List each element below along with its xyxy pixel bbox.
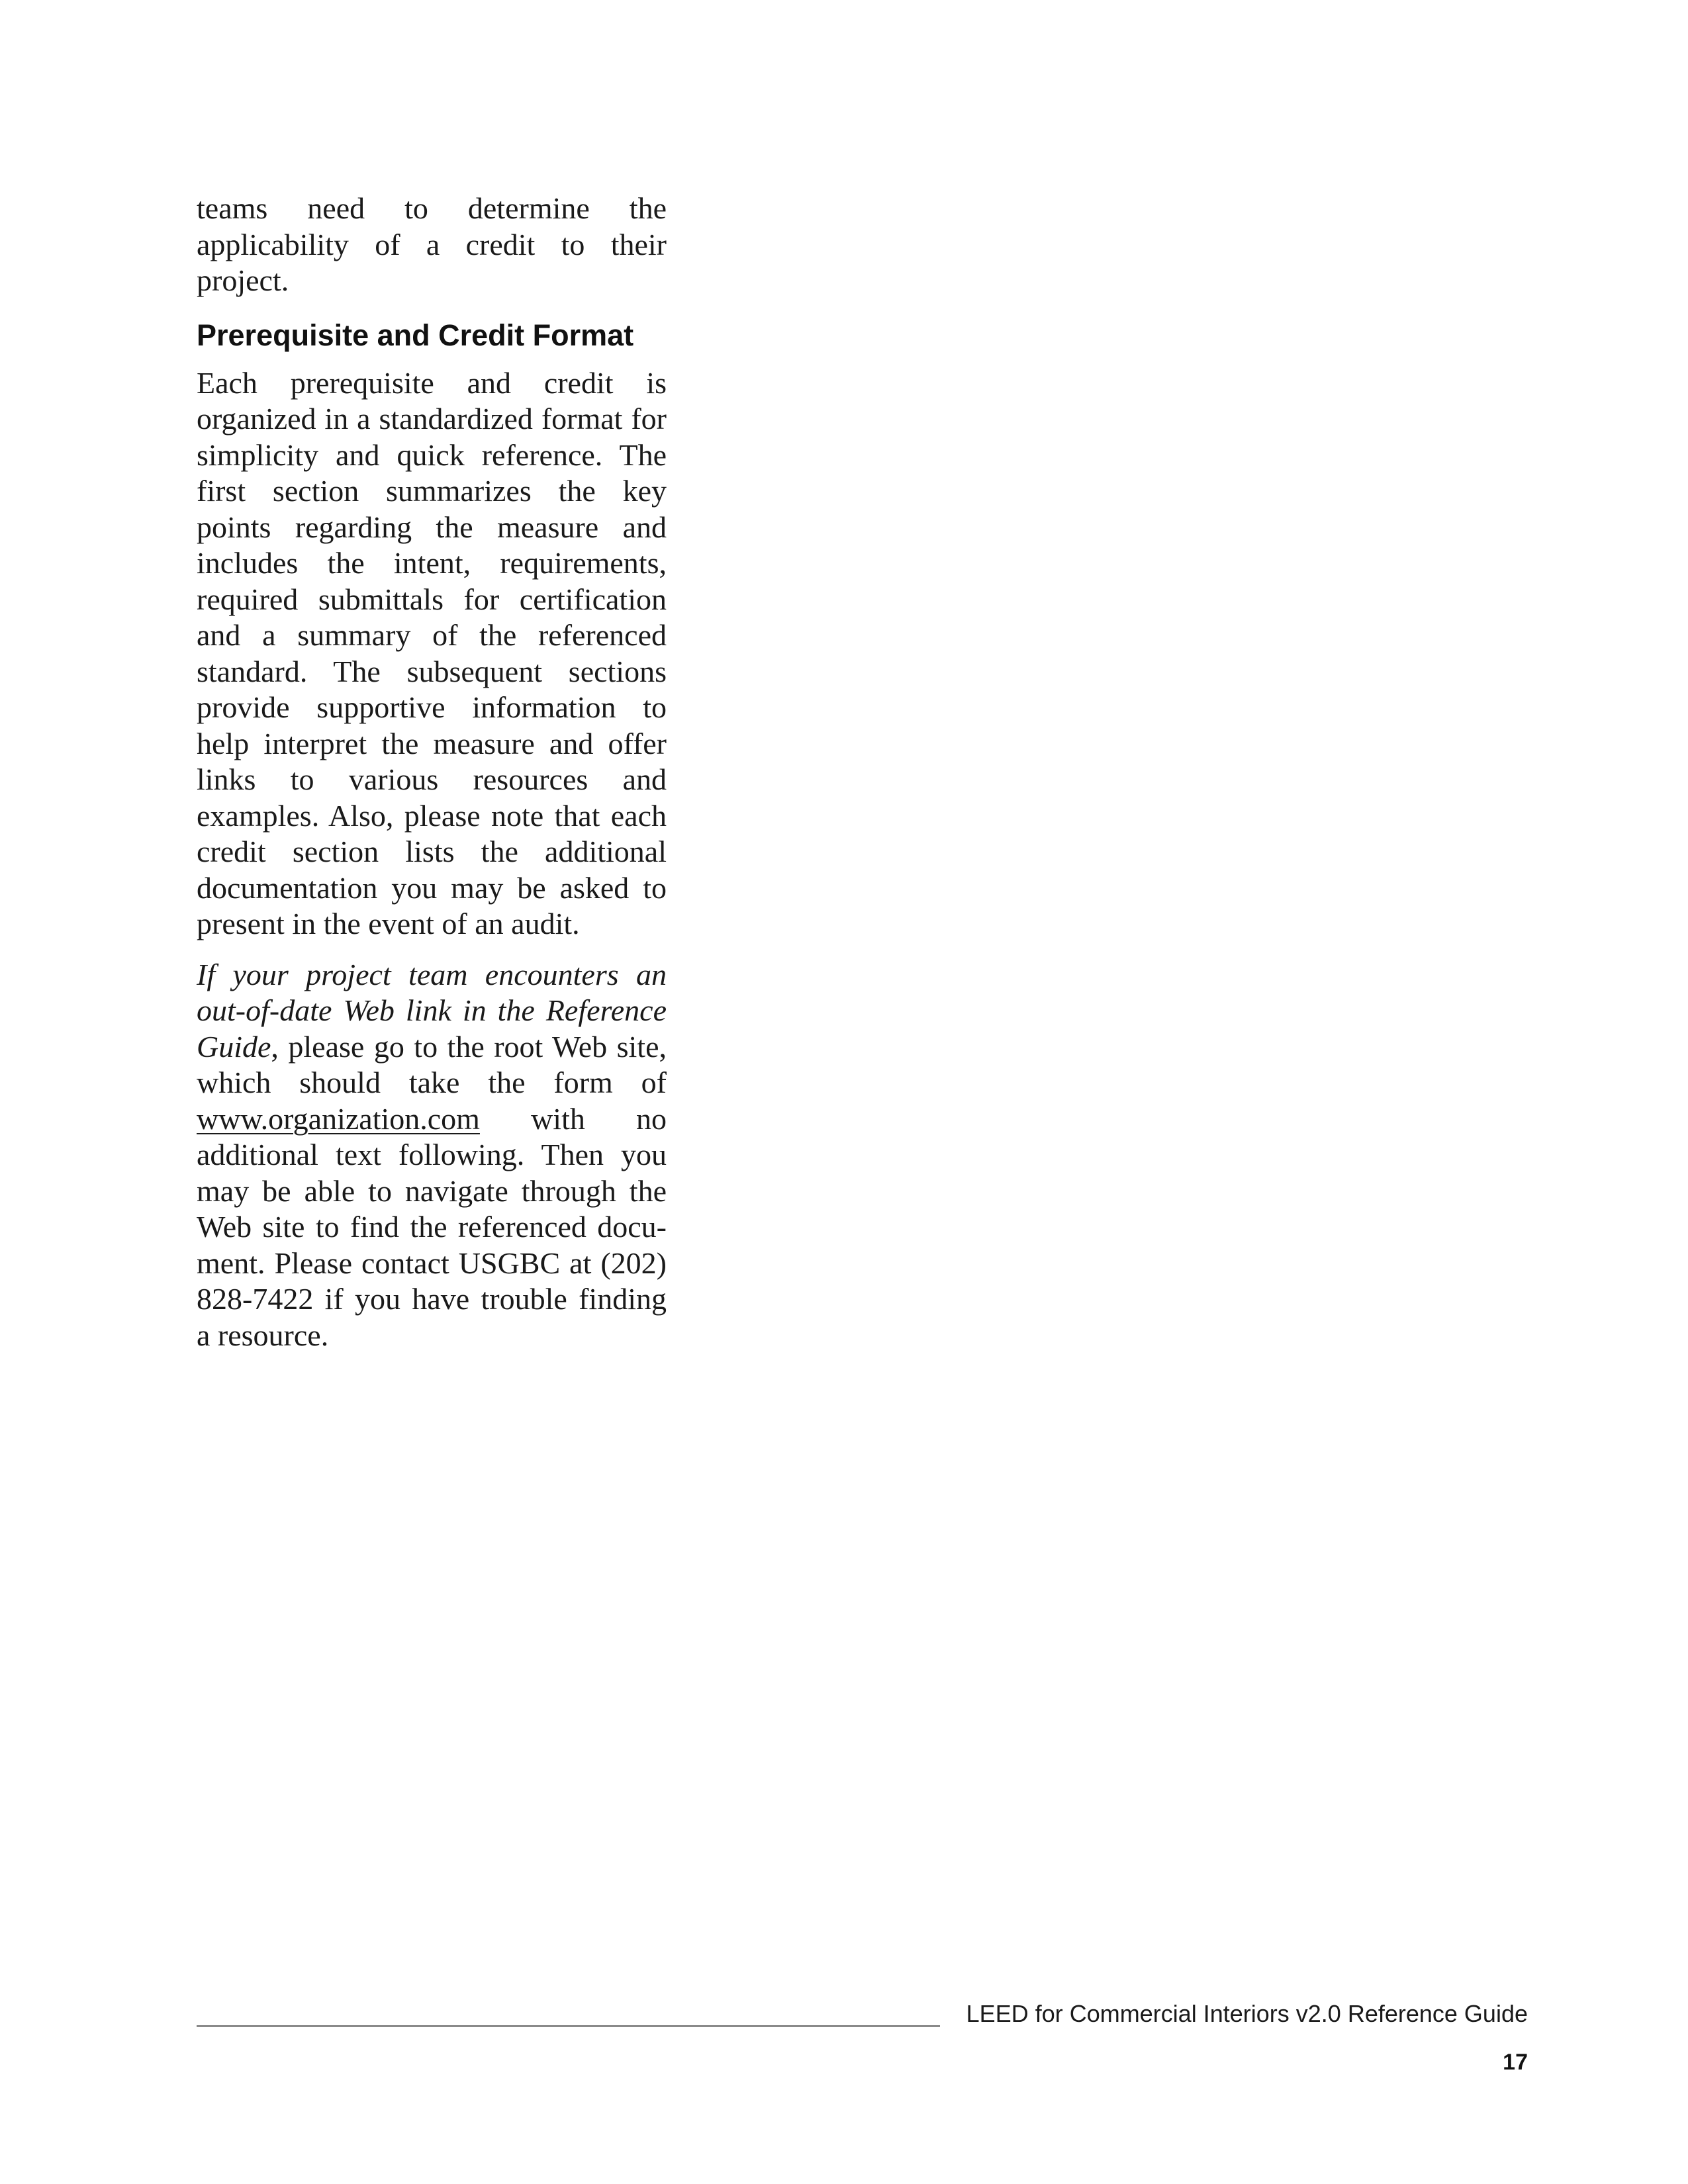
weblink-italic-lead: If your project team encounters an out-of-date Web link in the Reference Guide xyxy=(197,957,667,1064)
section-heading: Prerequisite and Credit Format xyxy=(197,318,634,352)
format-paragraph: Each prerequisite and credit is organized in a standardized format for simplicity and quick reference. The first section summarizes the key points regarding the measure and includes the intent, requirements, required submittals for certification and a summary of the referenced standard. The subsequent sections provide supportive information to help interpret the measure and offer links to various resources and examples. Also, please note that each credit section lists the additional documentation you may be asked to present in the event of an audit. xyxy=(197,365,667,940)
weblink-text-after-url: with no additional text following. Then you may be able to navigate through the Web site to find the referenced document. Please contact USGBC at (202) 828-7422 if you have trouble finding a resource. xyxy=(197,1101,667,1352)
organization-url-link[interactable]: www.organization.com xyxy=(197,1101,480,1136)
footer-title: LEED for Commercial Interiors v2.0 Reference Guide xyxy=(966,2000,1528,2027)
page-number: 17 xyxy=(1503,2050,1528,2075)
weblink-paragraph xyxy=(197,957,667,1354)
text-column xyxy=(197,191,667,1353)
footer-divider xyxy=(197,2025,940,2027)
weblink-text-before-url: , please go to the root Web site, which should take the form of xyxy=(197,1029,667,1099)
continued-paragraph: teams need to determine the applicability of a credit to their project. xyxy=(197,191,667,297)
